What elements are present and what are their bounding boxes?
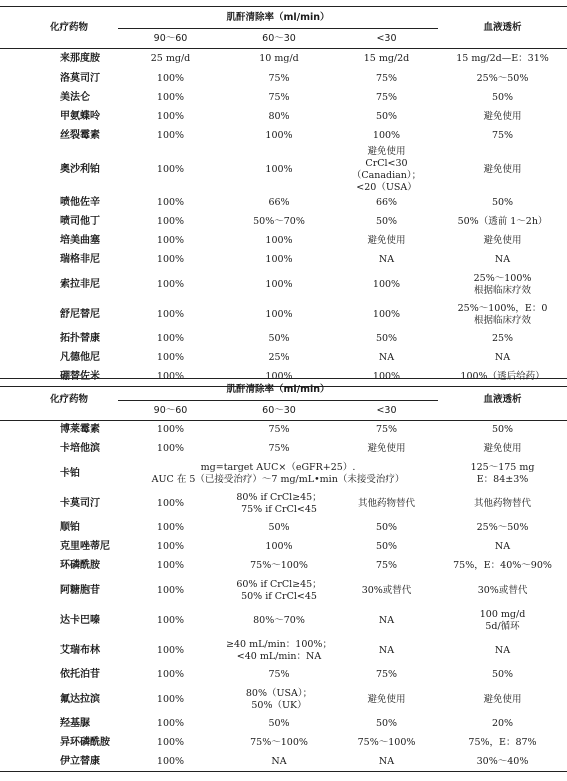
dialysis-column-header: 血液透析: [438, 7, 567, 49]
crcl-below-30-cell: 50%: [375, 522, 398, 533]
drug-name-cell: 瑞格非尼: [60, 254, 100, 265]
hemodialysis-cell: 避免使用: [483, 443, 522, 454]
crcl-90-60-cell: 25 mg/d: [150, 53, 191, 65]
crcl-90-60-cell: 100%: [156, 497, 185, 509]
table-row: [0, 715, 567, 734]
drug-name-cell: 卡莫司汀: [60, 497, 100, 509]
drug-name-cell: 依托泊苷: [60, 669, 100, 680]
drug-name-cell: 奥沙利铂: [60, 163, 100, 175]
drug-name-cell: 洛莫司汀: [60, 73, 100, 84]
crcl-60-30-cell: 100%: [265, 541, 293, 552]
crcl-below-30-cell: 其他药物替代: [358, 497, 416, 509]
crcl-below-30-cell: 50%: [375, 718, 398, 729]
crcl-below-30-cell: 避免使用: [367, 235, 406, 246]
table-row: [0, 108, 567, 127]
crcl-90-60-cell: 100%: [118, 753, 223, 772]
crcl-below-30-cell: 75%: [375, 92, 398, 103]
crcl-60-30-cell: 25%: [268, 352, 290, 363]
crcl-below-30-cell: 50%: [375, 541, 398, 552]
hemodialysis-cell: 25%～100%，E：0 根据临床疗效: [457, 302, 548, 326]
crcl-90-60-cell: 100%: [156, 669, 185, 680]
crcl-60-30-cell: 75%～100%: [250, 560, 308, 571]
hemodialysis-cell: NA: [494, 352, 511, 363]
crcl-60-30-cell: 80%～70%: [253, 614, 305, 626]
drug-name-cell: 博莱霉素: [60, 424, 100, 436]
crcl-below-30-cell: NA: [378, 614, 395, 626]
drug-name-cell: 异环磷酰胺: [60, 737, 110, 748]
crcl-60-30-cell: 75%: [268, 443, 290, 454]
table-row: [0, 576, 567, 606]
table-row: [0, 440, 567, 459]
crcl-90-60-cell: 100%: [156, 718, 185, 729]
hemodialysis-cell: 75%，E：40%～90%: [453, 560, 552, 571]
hemodialysis-cell: 25%～50%: [476, 73, 529, 84]
crcl-60-30-cell: NA: [223, 753, 335, 772]
drug-name-cell: 甲氨蝶呤: [60, 111, 100, 122]
crcl-below-30-cell: 50%: [375, 111, 398, 122]
crcl-90-60-cell: 100%: [156, 333, 185, 344]
crcl-90-60-cell: 100%: [156, 541, 185, 552]
crcl-below-30-cell: 50%: [375, 216, 398, 227]
crcl-90-60-cell: 100%: [156, 73, 185, 84]
crcl-60-30-cell: 75%: [268, 73, 290, 84]
crcl-60-30-cell: 50%～70%: [253, 216, 305, 227]
crcl-range-header: <30: [335, 401, 438, 421]
crcl-below-30-cell: NA: [378, 644, 395, 656]
crcl-below-30-cell: NA: [378, 254, 395, 265]
crcl-below-30-cell: 75%: [375, 424, 398, 436]
table-row: [0, 606, 567, 636]
crcl-60-30-cell: ≥40 mL/min：100%； <40 mL/min：NA: [226, 638, 332, 662]
hemodialysis-cell: 15 mg/2d—E：31%: [456, 53, 549, 65]
table-row: [0, 685, 567, 715]
drug-name-cell: 伊立替康: [0, 753, 118, 772]
crcl-60-30-cell: 75%: [268, 92, 290, 103]
crcl-90-60-cell: 100%: [156, 560, 185, 571]
crcl-60-30-cell: 75%: [268, 669, 290, 680]
table-row: [0, 557, 567, 576]
crcl-90-60-cell: 100%: [156, 235, 185, 246]
hemodialysis-cell: 避免使用: [483, 163, 522, 175]
crcl-below-30-cell: 30%或替代: [361, 584, 412, 596]
hemodialysis-cell: 其他药物替代: [474, 497, 532, 509]
hemodialysis-cell: 30%或替代: [477, 584, 528, 596]
crcl-60-30-cell: 80%: [268, 111, 290, 122]
crcl-90-60-cell: 100%: [118, 368, 223, 387]
crcl-below-30-cell: NA: [335, 753, 438, 772]
drug-name-cell: 顺铂: [60, 522, 80, 533]
crcl-below-30-cell: 100%: [372, 278, 401, 290]
crcl-below-30-cell: 75%～100%: [357, 737, 416, 748]
table-row: [0, 636, 567, 666]
drug-column-header: 化疗药物: [0, 7, 118, 49]
drug-name-cell: 喷司他丁: [60, 216, 100, 227]
table-row: [0, 538, 567, 557]
table-row: [0, 194, 567, 213]
crcl-below-30-cell: 15 mg/2d: [363, 53, 410, 65]
table-row: [0, 330, 567, 349]
hemodialysis-cell: 50%（透前 1～2h）: [457, 216, 548, 227]
table-row: [0, 753, 567, 772]
table-row: [0, 251, 567, 270]
crcl-60-30-cell: 100%: [265, 278, 293, 290]
crcl-below-30-cell: 100%: [335, 368, 438, 387]
hemodialysis-cell: NA: [494, 254, 511, 265]
drug-name-cell: 美法仑: [60, 92, 90, 103]
crcl-60-30-cell: 75%～100%: [250, 737, 308, 748]
crcl-90-60-cell: 100%: [156, 424, 185, 436]
crcl-90-60-cell: 100%: [156, 352, 185, 363]
hemodialysis-cell: 避免使用: [483, 693, 522, 705]
hemodialysis-cell: 避免使用: [483, 235, 522, 246]
crcl-group-header: 肌酐清除率（ml/min）: [118, 7, 438, 29]
drug-column-header: 化疗药物: [0, 379, 118, 421]
crcl-range-header: 60～30: [223, 401, 335, 421]
crcl-60-30-cell: 66%: [268, 197, 290, 208]
crcl-60-30-cell: 75%: [268, 424, 290, 436]
drug-name-cell: 卡培他滨: [60, 443, 100, 454]
table-row: [0, 89, 567, 108]
crcl-90-60-cell: 100%: [156, 216, 185, 227]
table-row: [0, 489, 567, 519]
crcl-range-header: <30: [335, 29, 438, 49]
drug-name-cell: 羟基脲: [60, 718, 90, 729]
crcl-90-60-cell: 100%: [156, 644, 185, 656]
crcl-60-30-cell: 80% if CrCl≥45； 75% if CrCl<45: [236, 491, 322, 515]
drug-name-cell: 丝裂霉素: [60, 130, 100, 141]
table-row: [0, 49, 567, 70]
crcl-60-30-cell: 60% if CrCl≥45； 50% if CrCl<45: [236, 578, 322, 602]
crcl-90-60-cell: 100%: [156, 522, 185, 533]
crcl-below-30-cell: 75%: [375, 560, 398, 571]
drug-name-cell: 达卡巴嗪: [60, 614, 100, 626]
hemodialysis-cell: 避免使用: [483, 111, 522, 122]
crcl-below-30-cell: 75%: [375, 73, 398, 84]
drug-name-cell: 阿糖胞苷: [60, 584, 100, 596]
table-row: [0, 127, 567, 146]
table-row: [0, 270, 567, 300]
crcl-90-60-cell: 100%: [156, 737, 185, 748]
drug-name-cell: 硼替佐米: [0, 368, 118, 387]
hemodialysis-cell: 30%～40%: [438, 753, 567, 772]
hemodialysis-cell: 50%: [491, 197, 514, 208]
drug-name-cell: 培美曲塞: [60, 235, 100, 246]
crcl-60-30-cell: 10 mg/d: [259, 53, 299, 65]
hemodialysis-cell: 50%: [491, 92, 514, 103]
drug-name-cell: 氟达拉滨: [60, 693, 100, 705]
crcl-60-30-cell: 50%: [268, 522, 290, 533]
crcl-90-60-cell: 100%: [156, 163, 185, 175]
table-row: [0, 146, 567, 194]
carboplatin-formula-cell: mg=target AUC×（eGFR+25）. AUC 在 5（已接受治疗）～7 mg/mL•min（未接受治疗）: [151, 461, 405, 485]
drug-name-cell: 卡铂: [60, 467, 80, 479]
crcl-below-30-cell: 66%: [375, 197, 398, 208]
hemodialysis-cell: 100 mg/d 5d/循环: [479, 608, 526, 632]
crcl-range-header: 90～60: [118, 29, 223, 49]
crcl-below-30-cell: 100%: [372, 130, 401, 141]
crcl-90-60-cell: 100%: [156, 443, 185, 454]
hemodialysis-cell: NA: [494, 541, 511, 552]
table-row: [0, 232, 567, 251]
crcl-group-header: 肌酐清除率（ml/min）: [118, 379, 438, 401]
hemodialysis-cell: 25%: [491, 333, 514, 344]
hemodialysis-cell: 50%: [491, 669, 514, 680]
crcl-60-30-cell: 80%（USA）； 50%（UK）: [245, 687, 313, 711]
crcl-90-60-cell: 100%: [156, 584, 185, 596]
crcl-90-60-cell: 100%: [156, 308, 185, 320]
hemodialysis-cell: 100%（透后给药）: [438, 368, 567, 387]
table-row: [0, 349, 567, 368]
crcl-range-header: 90～60: [118, 401, 223, 421]
crcl-60-30-cell: 100%: [265, 163, 293, 175]
table-row: [0, 421, 567, 440]
drug-name-cell: 环磷酰胺: [60, 560, 100, 571]
crcl-60-30-cell: 100%: [265, 130, 293, 141]
crcl-60-30-cell: 50%: [268, 718, 290, 729]
hemodialysis-cell: NA: [494, 644, 511, 656]
crcl-60-30-cell: 100%: [265, 308, 293, 320]
crcl-below-30-cell: 75%: [375, 669, 398, 680]
crcl-90-60-cell: 100%: [156, 130, 185, 141]
crcl-90-60-cell: 100%: [156, 92, 185, 103]
table-row: [0, 519, 567, 538]
dose-adjustment-table-1: [0, 6, 567, 387]
crcl-below-30-cell: 避免使用 CrCl<30（Canadian）； <20（USA）: [351, 145, 422, 193]
hemodialysis-cell: 20%: [491, 718, 514, 729]
crcl-60-30-cell: 100%: [265, 254, 293, 265]
crcl-90-60-cell: 100%: [156, 693, 185, 705]
table-row: [0, 459, 567, 489]
crcl-below-30-cell: 50%: [375, 333, 398, 344]
table-row: [0, 70, 567, 89]
crcl-below-30-cell: 避免使用: [367, 693, 406, 705]
hemodialysis-cell: 75%，E：87%: [468, 737, 537, 748]
crcl-below-30-cell: 100%: [372, 308, 401, 320]
hemodialysis-cell: 25%～50%: [476, 522, 529, 533]
crcl-90-60-cell: 100%: [156, 111, 185, 122]
drug-name-cell: 凡德他尼: [60, 352, 100, 363]
table-row: [0, 666, 567, 685]
hemodialysis-cell: 50%: [491, 424, 514, 436]
table-row: [0, 213, 567, 232]
dialysis-column-header: 血液透析: [438, 379, 567, 421]
dose-adjustment-table-2: [0, 378, 567, 772]
crcl-60-30-cell: 100%: [223, 368, 335, 387]
drug-name-cell: 艾瑞布林: [60, 644, 100, 656]
crcl-below-30-cell: NA: [378, 352, 395, 363]
table-row: [0, 734, 567, 753]
crcl-range-header: 60～30: [223, 29, 335, 49]
crcl-90-60-cell: 100%: [156, 278, 185, 290]
crcl-60-30-cell: 100%: [265, 235, 293, 246]
drug-name-cell: 舒尼替尼: [60, 308, 100, 320]
drug-name-cell: 索拉非尼: [60, 278, 100, 290]
drug-name-cell: 来那度胺: [60, 53, 100, 65]
drug-name-cell: 拓扑替康: [60, 333, 100, 344]
crcl-90-60-cell: 100%: [156, 614, 185, 626]
crcl-60-30-cell: 50%: [268, 333, 290, 344]
crcl-below-30-cell: 避免使用: [367, 443, 406, 454]
hemodialysis-cell: 125～175 mg E：84±3%: [470, 461, 535, 485]
crcl-90-60-cell: 100%: [156, 254, 185, 265]
drug-name-cell: 喷他佐辛: [60, 197, 100, 208]
table-row: [0, 300, 567, 330]
drug-name-cell: 克里唑蒂尼: [60, 541, 110, 552]
hemodialysis-cell: 25%～100% 根据临床疗效: [473, 272, 532, 296]
hemodialysis-cell: 75%: [491, 130, 514, 141]
crcl-90-60-cell: 100%: [156, 197, 185, 208]
